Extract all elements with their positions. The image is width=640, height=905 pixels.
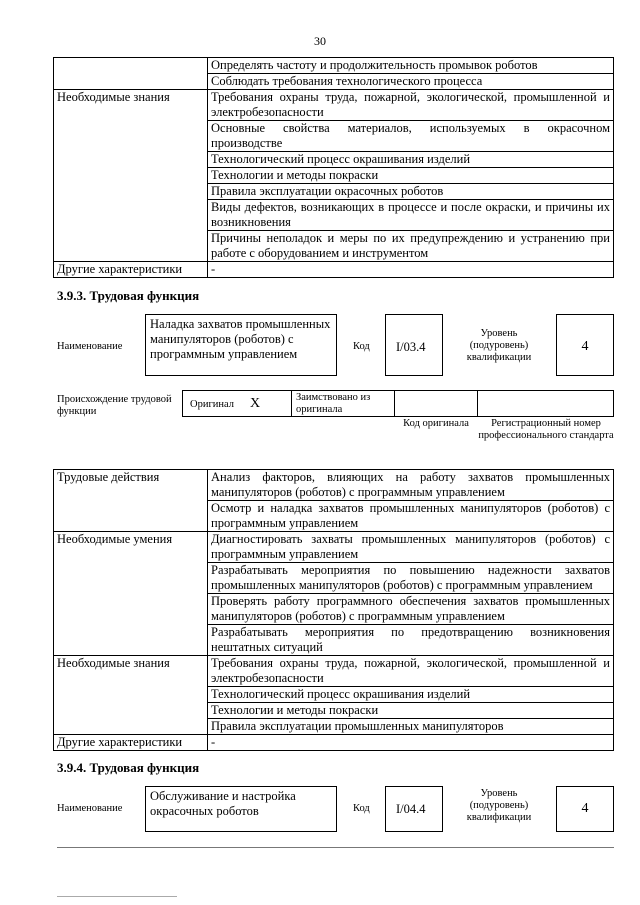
level-box [556, 314, 614, 376]
table-cell: Определять частоту и продолжительность промывок роботов [208, 58, 614, 74]
table-cell: Диагностировать захваты промышленных манипуляторов (роботов) с программным управлением [208, 532, 614, 563]
table-row [54, 735, 614, 751]
origin-row [182, 390, 614, 417]
function-name-box [145, 786, 337, 832]
level-label: Уровень (подуровень) квалификации [466, 788, 532, 823]
reg-number-label: Регистрационный номер профессионального стандарта [478, 418, 614, 441]
table-cell: Виды дефектов, возникающих в процессе и после окраски, и причины их возникновения [208, 200, 614, 231]
table-cell: Правила эксплуатации промышленных манипуляторов [208, 719, 614, 735]
table-cell: Разрабатывать мероприятия по повышению надежности захватов промышленных манипуляторов (роботов) с программным управлением [208, 563, 614, 594]
table-cell: Осмотр и наладка захватов промышленных манипуляторов (роботов) с программным управлением [208, 501, 614, 532]
knowledge-table-continued [53, 57, 614, 278]
origin-label: Происхождение трудовой функции [57, 394, 172, 417]
level-box [556, 786, 614, 832]
table-cell: Требования охраны труда, пожарной, экологической, промышленной и электробезопасности [208, 656, 614, 687]
code-value: I/04.4 [396, 802, 426, 816]
table-cell: Разрабатывать мероприятия по предотвращению возникновения нештатных ситуаций [208, 625, 614, 656]
code-original-label: Код оригинала [403, 418, 469, 429]
table-cell: Проверять работу программного обеспечения захватов промышленных манипуляторов (роботов) с программным управлением [208, 594, 614, 625]
original-mark: X [250, 396, 261, 411]
table-cell: Анализ факторов, влияющих на работу захватов промышленных манипуляторов (роботов) с программным управлением [208, 470, 614, 501]
table-cell: Технологии и методы покраски [208, 703, 614, 719]
table-cell: Технологический процесс окрашивания изделий [208, 687, 614, 703]
divider [394, 390, 395, 417]
row-label: Другие характеристики [54, 262, 208, 278]
code-label: Код [353, 803, 370, 814]
name-label: Наименование [57, 341, 123, 352]
table-cell: Технологический процесс окрашивания изделий [208, 152, 614, 168]
function-details-table [53, 469, 614, 751]
table-cell: Причины неполадок и меры по их предупреждению и устранению при работе с оборудованием и инструментом [208, 231, 614, 262]
table-cell: Требования охраны труда, пожарной, экологической, промышленной и электробезопасности [208, 90, 614, 121]
level-value: 4 [581, 801, 589, 816]
level-value: 4 [581, 339, 589, 354]
page-number: 30 [314, 34, 326, 48]
function-name: Наладка захватов промышленных манипуляторов (роботов) с программным управлением [150, 317, 331, 361]
table-cell: Технологии и методы покраски [208, 168, 614, 184]
table-row [54, 58, 614, 74]
table-row [54, 656, 614, 687]
function-name-box [145, 314, 337, 376]
table-cell: Правила эксплуатации окрасочных роботов [208, 184, 614, 200]
code-box [385, 786, 443, 832]
divider [291, 390, 292, 417]
row-label: Необходимые умения [54, 532, 208, 656]
level-label: Уровень (подуровень) квалификации [466, 328, 532, 363]
row-label: Трудовые действия [54, 470, 208, 532]
row-label: Необходимые знания [54, 656, 208, 735]
divider [477, 390, 478, 417]
code-box [385, 314, 443, 376]
original-label: Оригинал [190, 399, 234, 410]
section-title-394: 3.9.4. Трудовая функция [57, 760, 200, 775]
table-cell: Соблюдать требования технологического процесса [208, 74, 614, 90]
table-row [54, 532, 614, 563]
section-title-393: 3.9.3. Трудовая функция [57, 288, 200, 303]
table-row [54, 470, 614, 501]
borrowed-label: Заимствовано из оригинала [296, 392, 371, 415]
name-label: Наименование [57, 803, 123, 814]
table-cell: - [208, 735, 614, 751]
table-cell: Основные свойства материалов, используемых в окрасочном производстве [208, 121, 614, 152]
table-cell: - [208, 262, 614, 278]
row-label: Другие характеристики [54, 735, 208, 751]
code-label: Код [353, 341, 370, 352]
function-name: Обслуживание и настройка окрасочных роботов [150, 789, 296, 818]
table-row [54, 262, 614, 278]
table-row [54, 90, 614, 121]
row-label: Необходимые знания [54, 90, 208, 262]
section-divider [57, 847, 614, 848]
row-label [54, 58, 208, 90]
code-value: I/03.4 [396, 340, 426, 354]
footer-line [57, 896, 177, 897]
